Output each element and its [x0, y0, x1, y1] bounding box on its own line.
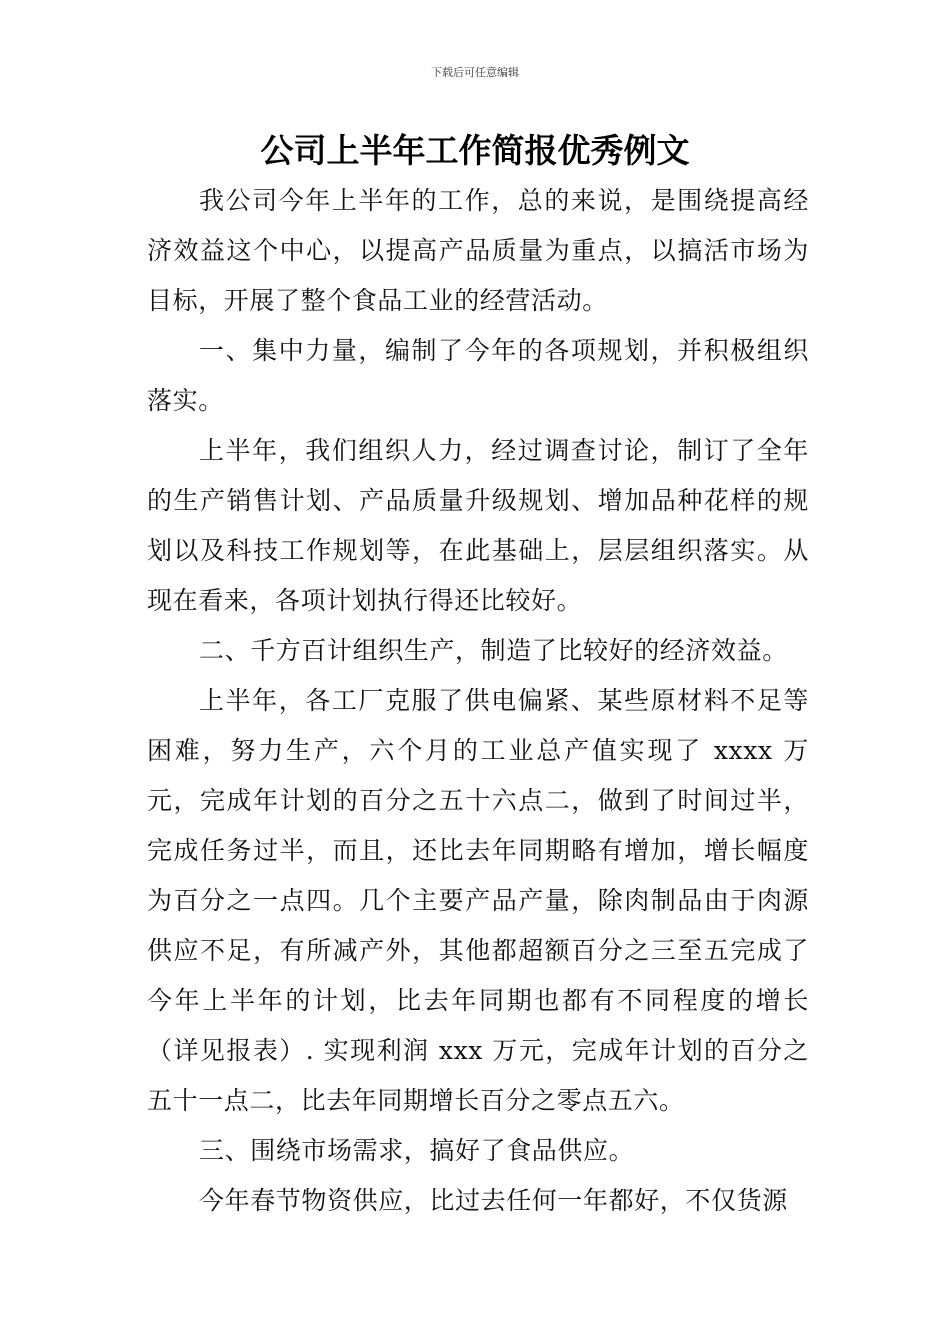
- header-note: 下载后可任意编辑: [431, 66, 519, 79]
- paragraph-intro: 我公司今年上半年的工作，总的来说，是围绕提高经济效益这个中心，以提高产品质量为重点，以搞活市场为目标，开展了整个食品工业的经营活动。: [147, 186, 809, 315]
- paragraph-section-3: 今年春节物资供应，比过去任何一年都好，不仅货源: [199, 1186, 788, 1215]
- section-heading-3: 三、围绕市场需求，搞好了食品供应。: [199, 1136, 635, 1165]
- section-heading-2: 二、千方百计组织生产，制造了比较好的经济效益。: [199, 636, 788, 665]
- section-heading-1: 一、集中力量，编制了今年的各项规划，并积极组织落实。: [147, 336, 809, 415]
- document-body: [147, 176, 809, 1226]
- paragraph-section-1: 上半年，我们组织人力，经过调查讨论，制订了全年的生产销售计划、产品质量升级规划、增加品种花样的规划以及科技工作规划等，在此基础上，层层组织落实。从现在看来，各项计划执行得还比较好。: [147, 436, 809, 615]
- paragraph-section-2: 上半年，各工厂克服了供电偏紧、某些原材料不足等困难，努力生产，六个月的工业总产值实现了 xxxx 万元，完成年计划的百分之五十六点二，做到了时间过半，完成任务过半，而且，还比去年同期略有增加，增长幅度为百分之一点四。几个主要产品产量，除肉制品由于肉源供应不足，有所减产外，其他都超额百分之三至五完成了今年上半年的计划，比去年同期也都有不同程度的增长（详见报表）. 实现利润 xxx 万元，完成年计划的百分之五十一点二，比去年同期增长百分之零点五六。: [147, 686, 809, 1115]
- document-title: 公司上半年工作简报优秀例文: [260, 131, 690, 170]
